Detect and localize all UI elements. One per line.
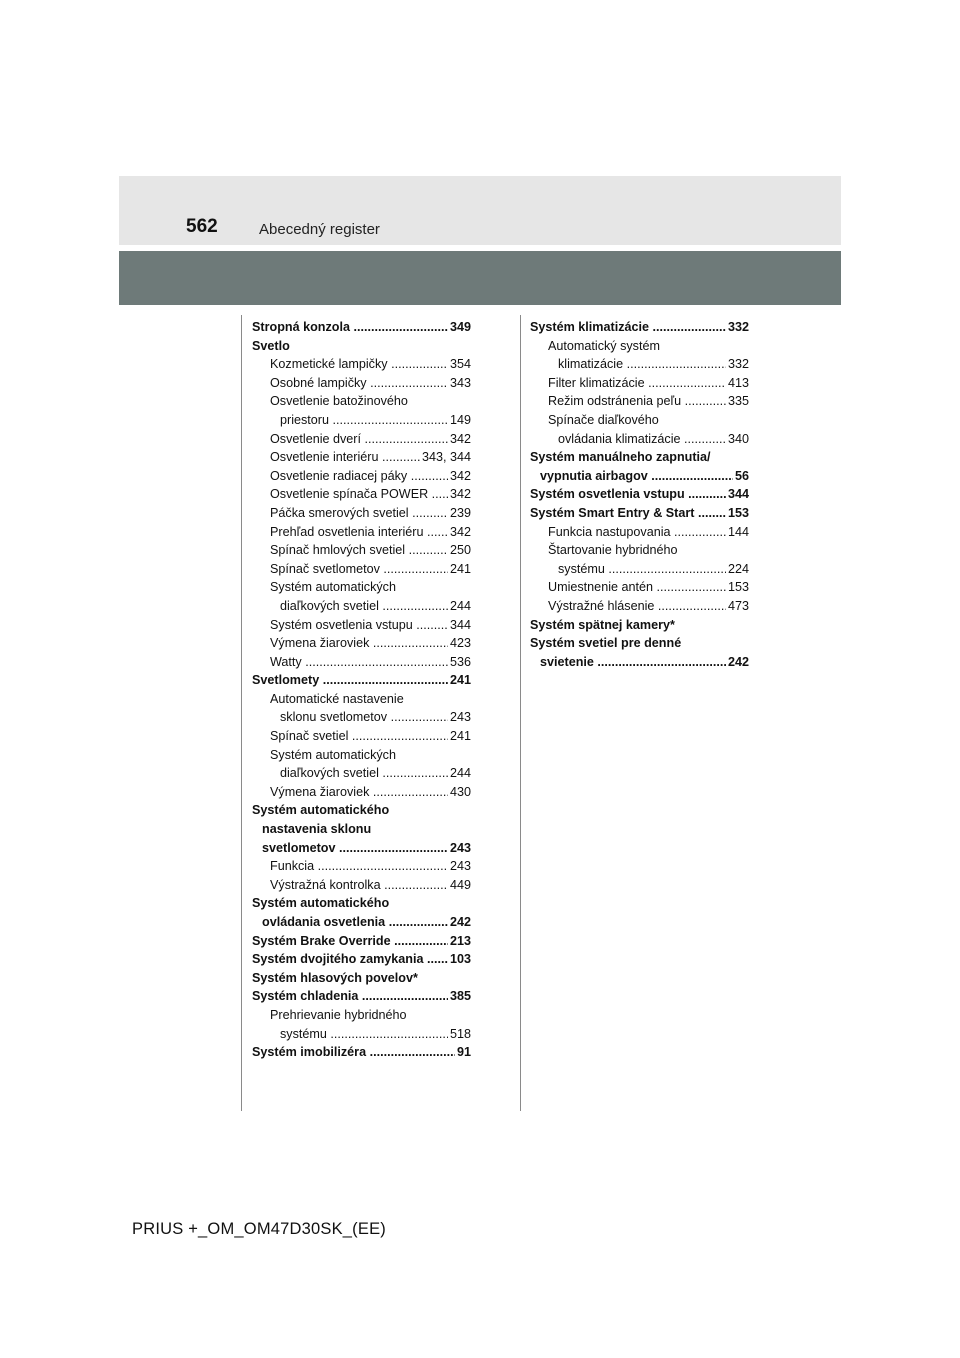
index-entry-label: Systém klimatizácie .....: [530, 318, 726, 337]
index-entry: [252, 783, 471, 802]
index-entry-page: 242: [727, 654, 749, 669]
index-entry: [252, 430, 471, 449]
index-entry: [252, 337, 471, 356]
index-entry-page: 149: [449, 412, 471, 427]
index-entry-label: Osvetlenie interiéru .....: [270, 448, 420, 467]
index-entry: [530, 467, 749, 486]
index-entry-label: Systém manuálneho zapnutia/: [530, 450, 711, 465]
header-gray-bar: [119, 251, 841, 305]
index-entry-page: 243: [449, 859, 471, 874]
index-entry-label: Osvetlenie spínača POWER .....: [270, 485, 448, 504]
index-entry: [252, 1025, 471, 1044]
index-entry-page: 242: [449, 915, 471, 929]
index-entry-label: Spínač hmlových svetiel .....: [270, 541, 448, 560]
index-entry-page: 335: [727, 394, 749, 409]
index-entry-label: Systém imobilizéra .....: [252, 1043, 455, 1062]
index-entry-label: Kozmetické lampičky .....: [270, 355, 448, 374]
index-entry-label: Páčka smerových svetiel .....: [270, 504, 448, 523]
index-entry: [252, 1006, 471, 1025]
index-entry: [252, 578, 471, 597]
index-entry: [252, 950, 471, 969]
index-entry-page: 473: [727, 598, 749, 613]
index-entry-page: 241: [449, 729, 471, 744]
index-entry-label: Funkcia .....: [270, 857, 448, 876]
index-entry-label: diaľkových svetiel .....: [280, 597, 448, 616]
index-entry-label: Watty .....: [270, 653, 448, 672]
index-entry-label: diaľkových svetiel .....: [280, 764, 448, 783]
index-entry: [530, 392, 749, 411]
index-entry-label: Systém hlasových povelov*: [252, 970, 418, 985]
index-entry-label: Systém Smart Entry & Start .....: [530, 504, 726, 523]
index-entry-label: Systém svetiel pre denné: [530, 636, 682, 651]
index-entry-label: svietenie .....: [540, 653, 726, 672]
index-entry-page: 340: [727, 431, 749, 446]
left-column-rule: [241, 315, 242, 1111]
index-entry-page: 103: [449, 952, 471, 967]
index-entry: [530, 448, 749, 467]
index-entry-label: Režim odstránenia peľu .....: [548, 392, 726, 411]
index-entry: [530, 318, 749, 337]
index-entry: [252, 727, 471, 746]
index-entry: [252, 876, 471, 895]
index-entry-label: Filter klimatizácie .....: [548, 374, 726, 393]
index-entry-page: 332: [727, 357, 749, 372]
index-entry: [252, 560, 471, 579]
index-entry-page: 91: [456, 1045, 471, 1060]
index-entry-page: 244: [449, 766, 471, 781]
right-column-rule: [520, 315, 521, 1111]
index-entry: [530, 523, 749, 542]
index-entry-page: 243: [449, 710, 471, 725]
index-entry-label: klimatizácie .....: [558, 355, 726, 374]
index-entry-page: 343, 344: [421, 450, 471, 465]
index-entry-page: 536: [449, 654, 471, 669]
index-entry-label: Spínač svetlometov .....: [270, 560, 448, 579]
index-entry: [252, 746, 471, 765]
index-entry-label: Osvetlenie radiacej páky .....: [270, 467, 448, 486]
index-entry-page: 342: [449, 468, 471, 483]
index-entry-label: Systém automatických: [270, 580, 396, 595]
index-entry-page: 153: [727, 580, 749, 595]
index-entry: [252, 708, 471, 727]
index-entry-page: 344: [727, 487, 749, 502]
index-entry-label: Osvetlenie dverí .....: [270, 430, 448, 449]
index-entry: [252, 690, 471, 709]
index-entry: [252, 894, 471, 913]
index-entry-label: Svetlomety .....: [252, 671, 448, 690]
index-entry-page: 430: [449, 784, 471, 799]
index-entry: [252, 857, 471, 876]
index-entry-label: systému .....: [558, 560, 726, 579]
index-entry-page: 423: [449, 636, 471, 651]
index-entry-label: Funkcia nastupovania .....: [548, 523, 726, 542]
index-entry-label: Systém automatických: [270, 747, 396, 762]
index-entry: [252, 541, 471, 560]
index-entry-label: priestoru .....: [280, 411, 448, 430]
index-entry-label: Systém Brake Override .....: [252, 932, 448, 951]
index-entry: [252, 932, 471, 951]
index-entry: [252, 987, 471, 1006]
index-entry-page: 344: [449, 617, 471, 632]
index-entry-label: ovládania osvetlenia .....: [262, 913, 448, 932]
index-entry-page: 153: [727, 505, 749, 520]
index-entry-page: 332: [727, 320, 749, 334]
index-entry-label: Prehrievanie hybridného: [270, 1007, 407, 1022]
index-entry-page: 243: [449, 840, 471, 855]
index-entry-label: Osobné lampičky .....: [270, 374, 448, 393]
index-entry-page: 56: [734, 468, 749, 483]
index-entry-page: 244: [449, 598, 471, 613]
index-column-left: [252, 318, 471, 1062]
index-entry-label: sklonu svetlometov .....: [280, 708, 448, 727]
index-entry-label: Systém chladenia .....: [252, 987, 448, 1006]
index-entry-label: Výmena žiaroviek .....: [270, 634, 448, 653]
index-entry: [252, 820, 471, 839]
index-entry-label: ovládania klimatizácie .....: [558, 430, 726, 449]
index-entry: [530, 337, 749, 356]
index-entry-label: Prehľad osvetlenia interiéru .....: [270, 523, 448, 542]
index-entry: [252, 764, 471, 783]
index-entry-label: Automatický systém: [548, 338, 660, 353]
index-entry: [252, 523, 471, 542]
index-entry-page: 385: [449, 989, 471, 1004]
index-entry-page: 241: [449, 561, 471, 576]
index-entry: [252, 1043, 471, 1062]
index-entry-label: Svetlo: [252, 338, 290, 353]
index-entry: [530, 485, 749, 504]
index-entry: [252, 448, 471, 467]
index-entry-label: Systém dvojitého zamykania .....: [252, 950, 448, 969]
index-entry-label: Systém osvetlenia vstupu .....: [530, 485, 726, 504]
index-entry-label: Osvetlenie batožinového: [270, 394, 408, 409]
index-entry: [252, 411, 471, 430]
index-entry-label: Spínač svetiel .....: [270, 727, 448, 746]
index-entry-page: 241: [449, 673, 471, 688]
index-entry: [530, 578, 749, 597]
index-entry-page: 342: [449, 487, 471, 502]
index-entry: [252, 374, 471, 393]
index-entry: [530, 355, 749, 374]
index-entry: [252, 392, 471, 411]
index-entry: [252, 485, 471, 504]
index-entry: [530, 653, 749, 672]
index-entry-label: Výstražná kontrolka .....: [270, 876, 448, 895]
index-entry: [530, 430, 749, 449]
index-entry: [252, 504, 471, 523]
header-band: [119, 176, 841, 245]
index-entry: [252, 653, 471, 672]
page-number: 562: [186, 216, 218, 237]
index-entry-label: Spínače diaľkového: [548, 412, 659, 427]
index-entry: [530, 411, 749, 430]
index-entry-label: Systém automatického: [252, 896, 390, 911]
index-entry-label: Stropná konzola .....: [252, 318, 448, 337]
index-entry: [252, 616, 471, 635]
index-entry-label: svetlometov .....: [262, 839, 448, 858]
index-entry: [252, 318, 471, 337]
index-entry-label: Systém automatického: [252, 803, 390, 818]
index-entry-page: 518: [449, 1026, 471, 1041]
index-entry-page: 449: [449, 877, 471, 892]
index-entry-page: 342: [449, 431, 471, 446]
index-entry-page: 349: [449, 320, 471, 334]
index-entry: [530, 504, 749, 523]
index-entry-label: Štartovanie hybridného: [548, 543, 678, 558]
index-entry: [252, 597, 471, 616]
index-entry-label: Výstražné hlásenie .....: [548, 597, 726, 616]
index-entry: [252, 355, 471, 374]
index-entry: [530, 374, 749, 393]
index-entry: [252, 839, 471, 858]
index-entry: [252, 801, 471, 820]
index-entry-label: nastavenia sklonu: [262, 822, 372, 837]
index-entry-label: Systém osvetlenia vstupu .....: [270, 616, 448, 635]
index-entry-page: 343: [449, 375, 471, 390]
index-entry-label: Automatické nastavenie: [270, 691, 404, 706]
index-entry-page: 342: [449, 524, 471, 539]
index-entry: [252, 913, 471, 932]
index-entry-page: 144: [727, 524, 749, 539]
index-entry: [530, 634, 749, 653]
index-entry-label: vypnutia airbagov .....: [540, 467, 733, 486]
index-entry: [252, 969, 471, 988]
index-entry-label: Výmena žiaroviek .....: [270, 783, 448, 802]
index-entry: [530, 616, 749, 635]
index-entry-label: systému .....: [280, 1025, 448, 1044]
index-entry-page: 413: [727, 375, 749, 390]
index-column-right: [530, 318, 749, 671]
index-entry: [530, 597, 749, 616]
index-entry: [252, 467, 471, 486]
section-title: Abecedný register: [259, 221, 380, 238]
index-entry-label: Systém spätnej kamery*: [530, 617, 675, 632]
index-entry: [252, 634, 471, 653]
index-entry-page: 239: [449, 505, 471, 520]
index-entry: [530, 560, 749, 579]
index-entry: [530, 541, 749, 560]
index-entry-page: 250: [449, 543, 471, 558]
index-entry: [252, 671, 471, 690]
index-entry-label: Umiestnenie antén .....: [548, 578, 726, 597]
index-entry-page: 354: [449, 357, 471, 372]
document-code-footer: PRIUS +_OM_OM47D30SK_(EE): [132, 1220, 386, 1238]
index-entry-page: 213: [449, 933, 471, 948]
index-entry-page: 224: [727, 561, 749, 576]
